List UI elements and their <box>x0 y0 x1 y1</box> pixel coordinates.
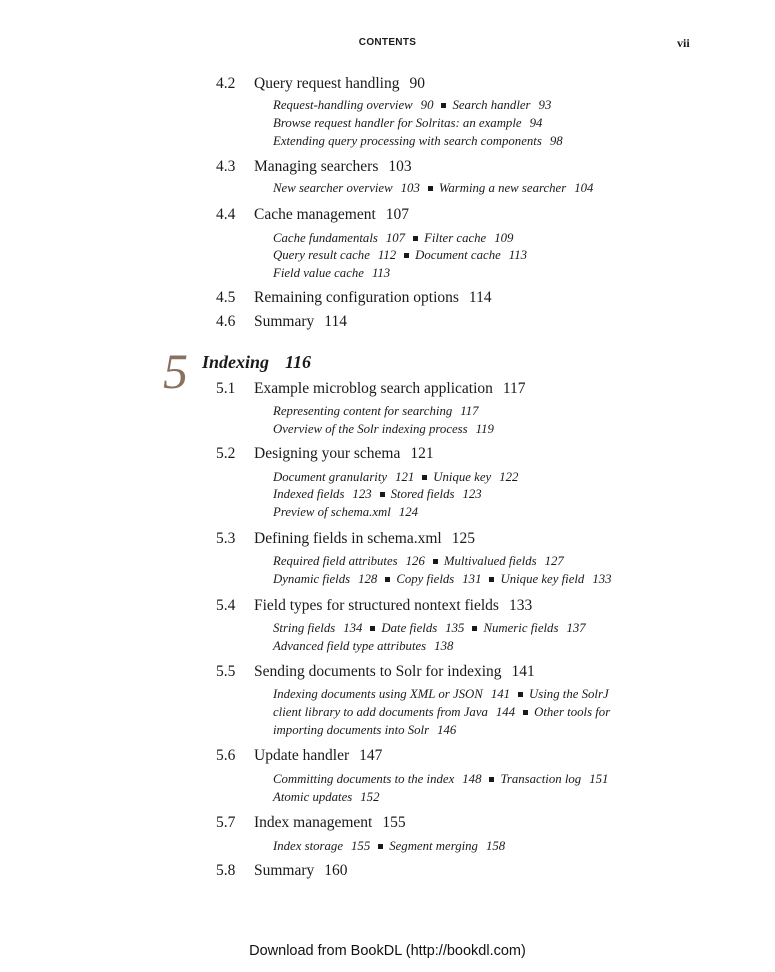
subsection-line <box>273 704 610 722</box>
section-entry <box>216 289 492 307</box>
subsection-page: 121 <box>395 470 415 484</box>
subsection-page: 124 <box>398 505 419 519</box>
chapter-number: 5 <box>163 343 188 399</box>
subsection-title: Filter cache <box>424 231 487 245</box>
subsection-page: 152 <box>360 790 380 804</box>
subsection-title: Committing documents to the index <box>273 772 455 786</box>
section-title: Index management <box>254 814 373 831</box>
subsection-title: Unique key <box>433 470 492 484</box>
subsection-line <box>273 115 542 133</box>
section-number: 5.8 <box>216 862 236 879</box>
section-title: Update handler <box>254 747 350 764</box>
subsection-page: 98 <box>549 134 563 148</box>
subsection-title: Overview of the Solr indexing process <box>273 422 468 436</box>
section-number: 5.2 <box>216 445 236 462</box>
section-entry <box>216 862 348 880</box>
bullet-separator-icon <box>433 559 438 564</box>
section-entry <box>216 663 535 681</box>
section-entry <box>216 814 406 832</box>
subsection-line <box>273 265 390 283</box>
footer-text: Download from BookDL (http://bookdl.com) <box>249 943 526 959</box>
bullet-separator-icon <box>489 577 494 582</box>
section-page: 103 <box>388 158 412 175</box>
subsection-page: 135 <box>445 621 465 635</box>
section-title: Sending documents to Solr for indexing <box>254 663 502 680</box>
section-number: 5.7 <box>216 814 236 831</box>
section-number: 4.4 <box>216 206 236 223</box>
subsection-page: 141 <box>490 687 511 701</box>
subsection-line <box>273 486 482 504</box>
subsection-title: Stored fields <box>390 487 455 501</box>
section-number: 4.5 <box>216 289 236 306</box>
bullet-separator-icon <box>422 475 427 480</box>
section-page: 117 <box>502 380 526 397</box>
subsection-title: Unique key field <box>500 572 585 586</box>
subsection-title: importing documents into Solr <box>273 723 430 737</box>
subsection-title: Document cache <box>415 248 501 262</box>
bullet-separator-icon <box>413 236 418 241</box>
bullet-separator-icon <box>370 626 375 631</box>
subsection-line <box>273 469 518 487</box>
section-page: 160 <box>324 862 348 879</box>
section-title: Query request handling <box>254 75 400 92</box>
subsection-title: Dynamic fields <box>273 572 351 586</box>
subsection-title: Query result cache <box>273 248 370 262</box>
bullet-separator-icon <box>472 626 477 631</box>
section-entry <box>216 158 412 176</box>
subsection-page: 94 <box>529 116 543 130</box>
section-title: Cache management <box>254 206 376 223</box>
subsection-page: 107 <box>385 231 406 245</box>
section-page: 125 <box>451 530 475 547</box>
subsection-title: Preview of schema.xml <box>273 505 391 519</box>
subsection-title: Representing content for searching <box>273 404 453 418</box>
section-page: 155 <box>382 814 406 831</box>
subsection-page: 104 <box>574 181 594 195</box>
subsection-line <box>273 571 612 589</box>
section-number: 4.2 <box>216 75 236 92</box>
subsection-page: 134 <box>343 621 363 635</box>
section-title: Summary <box>254 862 315 879</box>
section-title: Defining fields in schema.xml <box>254 530 442 547</box>
subsection-line <box>273 403 479 421</box>
subsection-page: 137 <box>566 621 586 635</box>
subsection-page: 127 <box>544 554 564 568</box>
subsection-page: 151 <box>589 772 609 786</box>
subsection-title: Numeric fields <box>483 621 559 635</box>
subsection-line <box>273 97 551 115</box>
subsection-title: Search handler <box>452 98 531 112</box>
subsection-title: Cache fundamentals <box>273 231 378 245</box>
bullet-separator-icon <box>385 577 390 582</box>
subsection-line <box>273 553 564 571</box>
section-title: Summary <box>254 313 315 330</box>
subsection-page: 122 <box>499 470 519 484</box>
subsection-line <box>273 838 505 856</box>
subsection-page: 112 <box>377 248 397 262</box>
subsection-page: 131 <box>462 572 482 586</box>
subsection-line <box>273 620 586 638</box>
section-number: 5.1 <box>216 380 236 397</box>
section-page: 141 <box>511 663 535 680</box>
subsection-page: 158 <box>485 839 506 853</box>
subsection-title: Indexing documents using XML or JSON <box>273 687 483 701</box>
subsection-title: Copy fields <box>396 572 455 586</box>
subsection-page: 103 <box>400 181 420 195</box>
subsection-title: New searcher overview <box>273 181 393 195</box>
section-page: 114 <box>468 289 492 306</box>
subsection-title: Index storage <box>273 839 344 853</box>
subsection-line <box>273 722 456 740</box>
subsection-line <box>273 789 379 807</box>
subsection-title: Field value cache <box>273 266 364 280</box>
subsection-line <box>273 504 418 522</box>
section-page: 114 <box>324 313 347 330</box>
subsection-title: String fields <box>273 621 336 635</box>
bullet-separator-icon <box>378 844 383 849</box>
subsection-line <box>273 133 563 151</box>
section-entry <box>216 313 347 331</box>
subsection-page: 109 <box>494 231 514 245</box>
subsection-page: 113 <box>371 266 391 280</box>
section-title: Example microblog search application <box>254 380 493 397</box>
section-entry <box>216 206 409 224</box>
bullet-separator-icon <box>404 253 409 258</box>
subsection-title: Atomic updates <box>273 790 353 804</box>
subsection-line <box>273 771 608 789</box>
section-page: 121 <box>410 445 434 462</box>
subsection-title: Multivalued fields <box>443 554 537 568</box>
section-entry <box>216 75 425 93</box>
subsection-title: Indexed fields <box>273 487 345 501</box>
section-number: 4.6 <box>216 313 236 330</box>
subsection-line <box>273 247 527 265</box>
subsection-title: Browse request handler for Solritas: an example <box>273 116 522 130</box>
section-entry <box>216 597 532 615</box>
subsection-page: 123 <box>352 487 372 501</box>
subsection-page: 144 <box>495 705 516 719</box>
section-entry <box>216 747 382 765</box>
section-title: Designing your schema <box>254 445 401 462</box>
section-number: 5.3 <box>216 530 236 547</box>
section-page: 107 <box>385 206 410 223</box>
subsection-title: Warming a new searcher <box>438 181 567 195</box>
bullet-separator-icon <box>380 492 385 497</box>
subsection-page: 123 <box>462 487 482 501</box>
subsection-line <box>273 638 453 656</box>
bullet-separator-icon <box>489 777 494 782</box>
subsection-page: 113 <box>508 248 528 262</box>
subsection-title: Required field attributes <box>273 554 398 568</box>
subsection-page: 128 <box>358 572 378 586</box>
chapter-page: 116 <box>285 352 312 372</box>
section-page: 147 <box>359 747 383 764</box>
subsection-title: Transaction log <box>500 772 582 786</box>
bullet-separator-icon <box>518 692 523 697</box>
subsection-page: 133 <box>592 572 612 586</box>
subsection-title: Other tools for <box>534 705 611 719</box>
subsection-title: Segment merging <box>389 839 478 853</box>
subsection-line <box>273 180 593 198</box>
subsection-title: Document granularity <box>273 470 388 484</box>
subsection-title: Using the SolrJ <box>529 687 609 701</box>
header-page-number: vii <box>677 36 690 50</box>
subsection-title: Extending query processing with search components <box>273 134 542 148</box>
subsection-page: 155 <box>351 839 371 853</box>
section-entry <box>216 530 475 548</box>
subsection-line <box>273 686 609 704</box>
subsection-line <box>273 421 494 439</box>
section-number: 5.5 <box>216 663 236 680</box>
section-page: 90 <box>409 75 425 92</box>
subsection-title: client library to add documents from Java <box>273 705 488 719</box>
chapter-title-line <box>202 352 311 373</box>
bullet-separator-icon <box>441 103 446 108</box>
subsection-title: Request-handling overview <box>273 98 413 112</box>
subsection-page: 119 <box>475 422 494 436</box>
section-entry <box>216 380 526 398</box>
subsection-line <box>273 230 513 248</box>
bullet-separator-icon <box>428 186 433 191</box>
subsection-page: 117 <box>460 404 479 418</box>
subsection-page: 146 <box>437 723 457 737</box>
section-number: 4.3 <box>216 158 236 175</box>
section-title: Managing searchers <box>254 158 379 175</box>
subsection-page: 93 <box>538 98 552 112</box>
section-title: Field types for structured nontext fields <box>254 597 499 614</box>
section-title: Remaining configuration options <box>254 289 459 306</box>
header-title: CONTENTS <box>358 37 417 48</box>
subsection-page: 138 <box>434 639 454 653</box>
subsection-title: Date fields <box>381 621 438 635</box>
section-number: 5.6 <box>216 747 236 764</box>
subsection-page: 148 <box>462 772 482 786</box>
chapter-title: Indexing <box>202 352 270 372</box>
subsection-page: 90 <box>420 98 434 112</box>
section-entry <box>216 445 434 463</box>
section-page: 133 <box>508 597 533 614</box>
subsection-page: 126 <box>405 554 425 568</box>
subsection-title: Advanced field type attributes <box>273 639 427 653</box>
bullet-separator-icon <box>523 710 528 715</box>
section-number: 5.4 <box>216 597 236 614</box>
